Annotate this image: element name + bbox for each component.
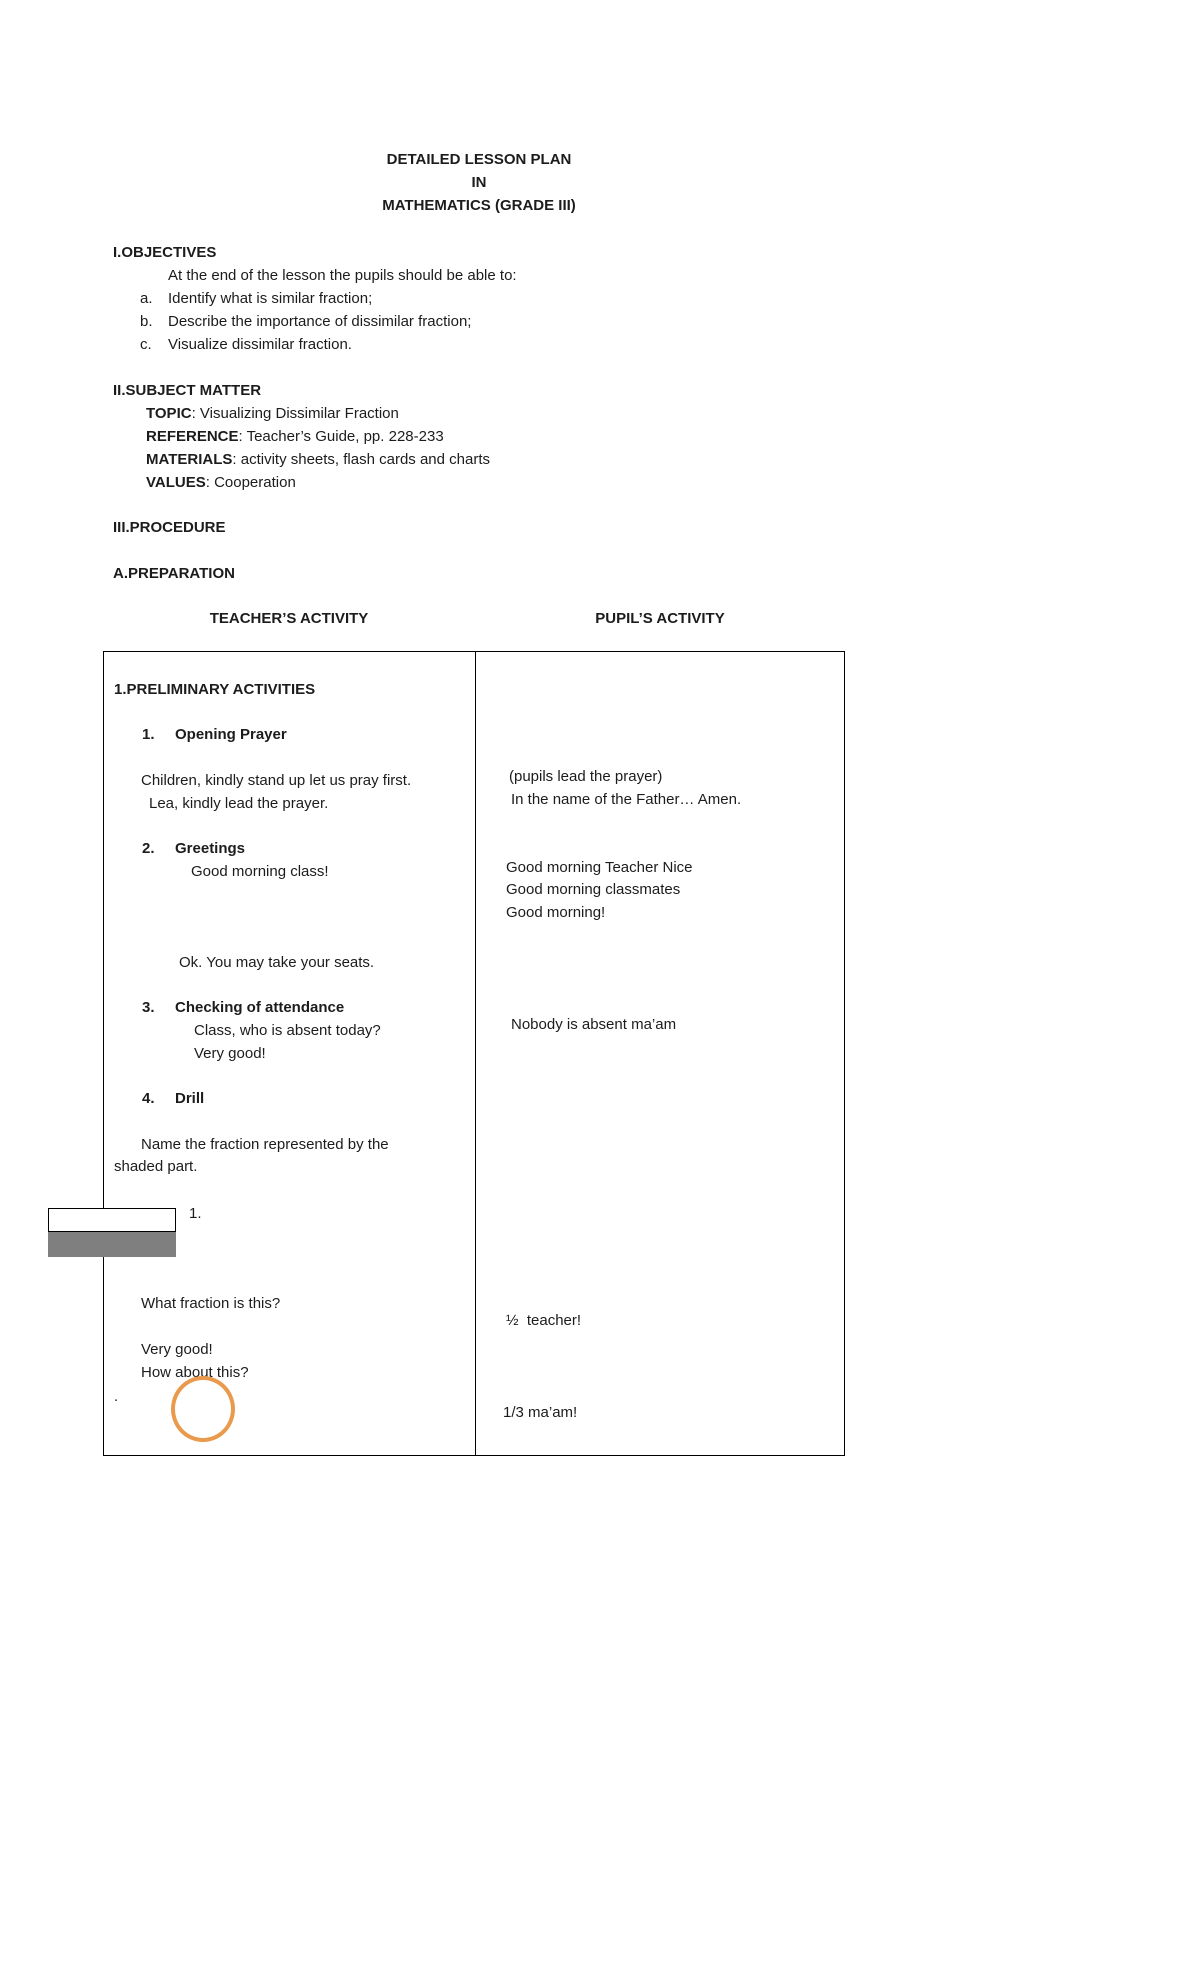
subject-matter-heading: II.SUBJECT MATTER (113, 382, 262, 399)
very-good-line-2: Very good! (141, 1341, 213, 1358)
subject-matter-value: : Visualizing Dissimilar Fraction (191, 405, 399, 422)
what-fraction-line: What fraction is this? (141, 1295, 281, 1312)
attendance-response: Nobody is absent ma’am (511, 1016, 677, 1033)
preparation-heading: A.PREPARATION (113, 565, 235, 582)
subject-matter-row (113, 425, 845, 448)
teacher-activity-cell (104, 652, 476, 1455)
drill-line-2: shaded part. (114, 1158, 198, 1175)
prayer-response-2: In the name of the Father… Amen. (511, 791, 742, 808)
column-headers (103, 607, 845, 630)
prayer-line-1: Children, kindly stand up let us pray first. (141, 772, 412, 789)
who-absent-line: Class, who is absent today? (194, 1022, 381, 1039)
drill-item-number: 1. (189, 1205, 202, 1222)
item-label: Greetings (175, 840, 246, 857)
objective-letter: c. (140, 336, 152, 353)
objectives-section (113, 241, 845, 356)
fraction-unshaded-half (48, 1208, 176, 1232)
how-about-line: How about this? (141, 1364, 249, 1381)
greeting-response-2: Good morning classmates (506, 881, 681, 898)
document-title-line-2: IN (471, 174, 487, 191)
document-title-line-1: DETAILED LESSON PLAN (386, 151, 572, 168)
objectives-heading: I.OBJECTIVES (113, 244, 217, 261)
pupil-activity-cell (476, 652, 844, 1455)
subject-matter-label: MATERIALS (146, 451, 233, 468)
item-number: 4. (142, 1090, 155, 1107)
circle-figure (171, 1376, 235, 1442)
drill-heading (142, 1087, 204, 1110)
greetings-heading (142, 837, 245, 860)
greeting-response-1: Good morning Teacher Nice (506, 859, 693, 876)
fraction-shaded-half (48, 1232, 176, 1257)
drill-line-1: Name the fraction represented by the (141, 1136, 389, 1153)
procedure-heading: III.PROCEDURE (113, 519, 226, 536)
item-label: Drill (175, 1090, 205, 1107)
prayer-response-1: (pupils lead the prayer) (509, 768, 663, 785)
subject-matter-label: VALUES (146, 474, 206, 491)
subject-matter-value: : activity sheets, flash cards and charts (232, 451, 491, 468)
opening-prayer-heading (142, 723, 287, 746)
greeting-response-3: Good morning! (506, 904, 606, 921)
subject-matter-value: : Teacher’s Guide, pp. 228-233 (238, 428, 444, 445)
item-number: 1. (142, 726, 155, 743)
good-morning-line: Good morning class! (191, 863, 329, 880)
subject-matter-row (113, 448, 845, 471)
objective-letter: b. (140, 313, 153, 330)
stray-period: . (114, 1388, 119, 1405)
half-fraction-figure (48, 1208, 176, 1257)
item-label: Opening Prayer (175, 726, 287, 743)
take-seats-line: Ok. You may take your seats. (179, 954, 375, 971)
pupil-activity-header: PUPIL’S ACTIVITY (595, 610, 725, 627)
teacher-activity-header: TEACHER’S ACTIVITY (209, 610, 369, 627)
subject-matter-row (113, 402, 845, 425)
subject-matter-label: REFERENCE (146, 428, 239, 445)
objective-text: Visualize dissimilar fraction. (168, 336, 352, 353)
document-content (113, 148, 845, 1456)
objective-item (113, 310, 845, 333)
objective-item (113, 287, 845, 310)
subject-matter-label: TOPIC (146, 405, 192, 422)
subject-matter-row (113, 471, 845, 494)
fraction-response-2: 1/3 ma’am! (503, 1404, 578, 1421)
document-title (113, 148, 845, 217)
objective-item (113, 333, 845, 356)
item-label: Checking of attendance (175, 999, 345, 1016)
subject-matter-value: : Cooperation (205, 474, 296, 491)
subject-matter-section (113, 379, 845, 494)
document-title-line-3: MATHEMATICS (GRADE III) (382, 197, 576, 214)
objective-text: Describe the importance of dissimilar fraction; (168, 313, 472, 330)
objectives-intro: At the end of the lesson the pupils should be able to: (168, 267, 517, 284)
very-good-line: Very good! (194, 1045, 266, 1062)
preliminary-activities-heading: 1.PRELIMINARY ACTIVITIES (114, 681, 316, 698)
activity-table (103, 651, 845, 1456)
item-number: 2. (142, 840, 155, 857)
prayer-line-2: Lea, kindly lead the prayer. (149, 795, 329, 812)
objective-text: Identify what is similar fraction; (168, 290, 373, 307)
objective-letter: a. (140, 290, 153, 307)
fraction-response-1: ½ teacher! (506, 1312, 582, 1329)
item-number: 3. (142, 999, 155, 1016)
attendance-heading (142, 996, 344, 1019)
